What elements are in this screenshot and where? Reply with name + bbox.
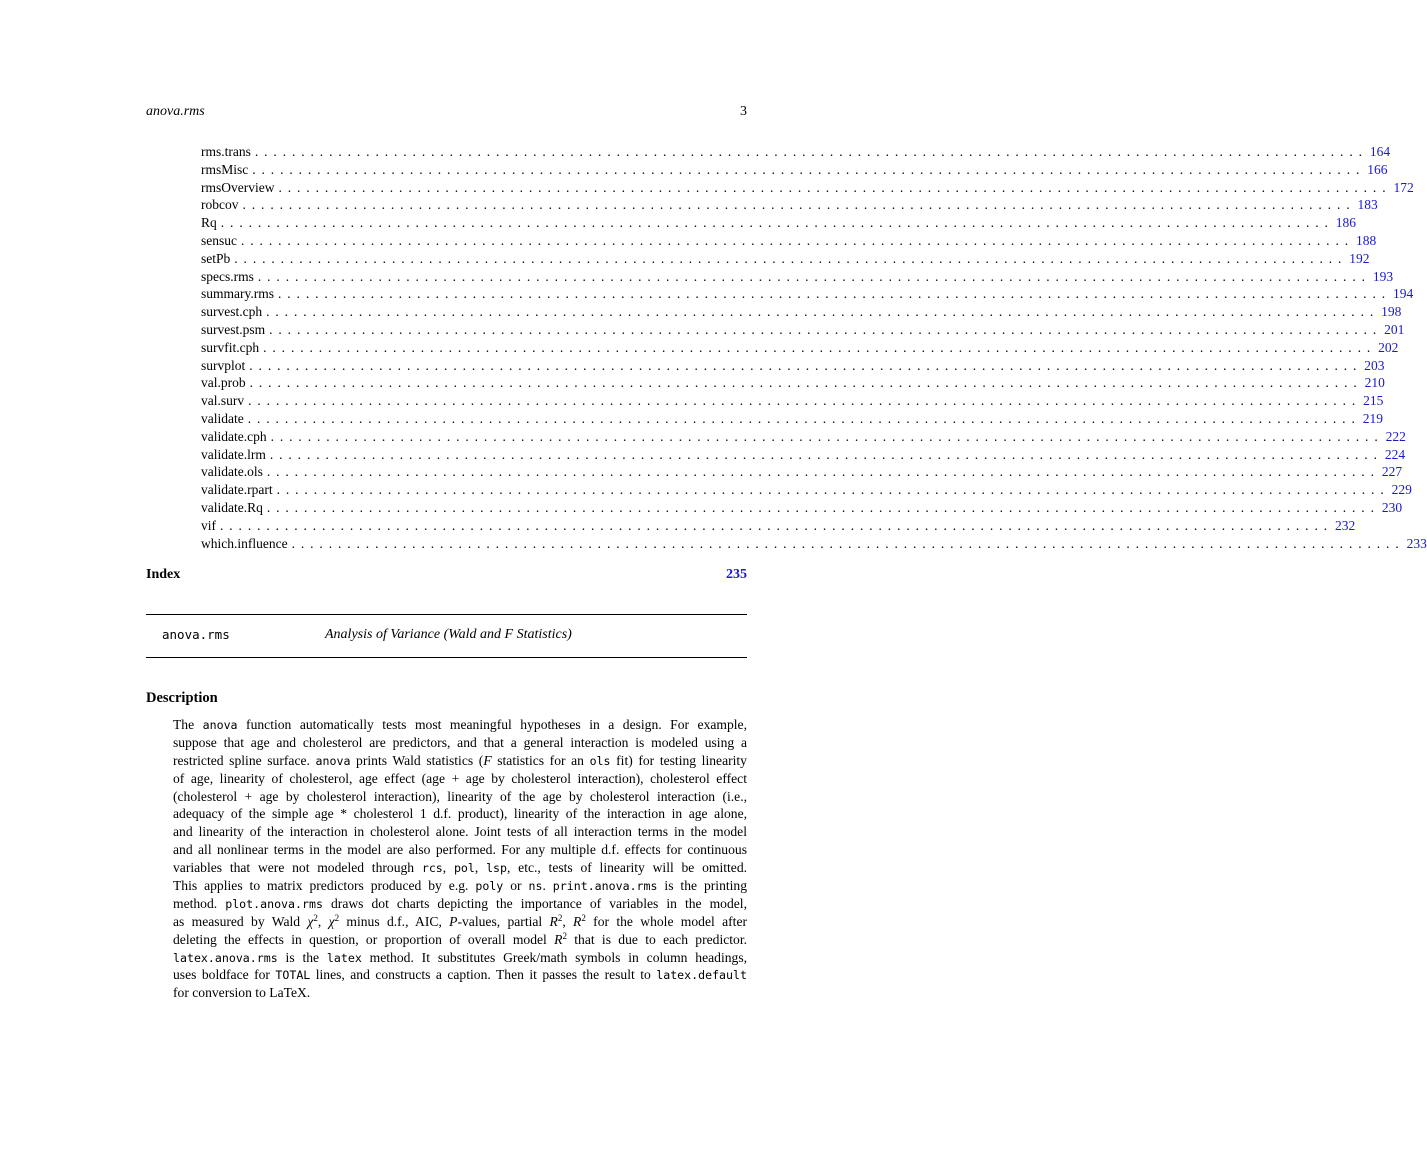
toc-leader-dots: ........................................................................................................................ xyxy=(263,339,1377,355)
toc-page-link[interactable]: 166 xyxy=(1367,161,1388,177)
toc-page-link[interactable]: 201 xyxy=(1384,321,1405,337)
toc-leader-dots: ........................................................................................................................ xyxy=(278,179,1392,195)
toc-entry-name: rmsOverview xyxy=(201,179,275,195)
toc-entry-name: survest.psm xyxy=(201,321,266,337)
toc-leader-dots: ........................................................................................................................ xyxy=(266,499,1380,515)
toc-entry-name: rms.trans xyxy=(201,144,251,159)
toc-leader-dots: ........................................................................................................................ xyxy=(252,161,1366,177)
toc-entry[interactable] xyxy=(201,446,1406,464)
function-title: Analysis of Variance (Wald and F Statistics) xyxy=(325,627,572,642)
toc-entry[interactable] xyxy=(201,410,1383,428)
toc-leader-dots: ........................................................................................................................ xyxy=(266,304,1380,320)
index-page-link[interactable]: 235 xyxy=(726,567,747,582)
toc-entry[interactable] xyxy=(201,357,1385,375)
description-line: adequacy of the simple age * cholesterol 1 d.f. product), linearity of the interaction in age alone, xyxy=(173,806,747,822)
toc-entry-name: which.influence xyxy=(201,535,288,551)
toc-page-link[interactable]: 230 xyxy=(1381,499,1403,515)
toc-leader-dots: ........................................................................................................................ xyxy=(249,357,1363,373)
toc-entry-name: validate.cph xyxy=(201,428,267,444)
toc-entry[interactable] xyxy=(201,463,1403,481)
page-number: 3 xyxy=(740,104,747,119)
function-header xyxy=(162,625,747,645)
toc-leader-dots: ........................................................................................................................ xyxy=(270,428,1384,444)
toc-entry[interactable] xyxy=(201,268,1394,286)
toc-leader-dots: ........................................................................................................................ xyxy=(276,482,1390,498)
toc-page-link[interactable]: 224 xyxy=(1384,446,1406,462)
toc-leader-dots: ........................................................................................................................ xyxy=(220,517,1333,533)
description-line: This applies to matrix predictors produced by e.g. poly or ns. print.anova.rms is the printing xyxy=(173,878,748,894)
description-line: and all nonlinear terms in the model are also performed. For any multiple d.f. effects for continuous xyxy=(173,842,747,858)
toc-entry[interactable] xyxy=(201,517,1356,535)
toc-leader-dots: ........................................................................................................................ xyxy=(266,464,1380,480)
toc-leader-dots: ........................................................................................................................ xyxy=(257,268,1371,284)
toc-entry-name: rmsMisc xyxy=(201,161,249,177)
description-line: and linearity of the interaction in cholesterol alone. Joint tests of all interaction terms in the model xyxy=(173,824,747,840)
toc-entry-name: validate xyxy=(201,410,244,426)
toc-page-link[interactable]: 210 xyxy=(1364,375,1385,391)
toc-entry[interactable] xyxy=(201,321,1405,339)
toc-page-link[interactable]: 193 xyxy=(1372,268,1394,284)
toc-page-link[interactable]: 202 xyxy=(1378,339,1399,355)
toc-entry[interactable] xyxy=(201,392,1384,410)
toc-entry-name: val.surv xyxy=(201,393,245,409)
description-line: variables that were not modeled through rcs, pol, lsp, etc., tests of linearity will be omitted. xyxy=(173,860,748,876)
description-line: of age, linearity of cholesterol, age effect (age + age by cholesterol interaction), cholesterol effect xyxy=(173,770,747,786)
running-head xyxy=(146,103,747,121)
toc-page-link[interactable]: 192 xyxy=(1349,250,1370,266)
toc-entry[interactable] xyxy=(201,303,1402,321)
description-line: (cholesterol + age by cholesterol interaction), linearity of the age by cholesterol interaction (i.e., xyxy=(173,788,747,804)
toc-page-link[interactable]: 215 xyxy=(1363,393,1384,409)
toc-entry[interactable] xyxy=(201,214,1357,232)
toc-leader-dots: ........................................................................................................................ xyxy=(269,446,1383,462)
toc-entry-name: validate.lrm xyxy=(201,446,266,462)
toc-leader-dots: ........................................................................................................................ xyxy=(249,375,1363,391)
toc-leader-dots: ........................................................................................................................ xyxy=(241,232,1354,248)
index-entry[interactable] xyxy=(146,566,747,584)
toc-leader-dots: ........................................................................................................................ xyxy=(269,321,1383,337)
toc-entry[interactable] xyxy=(201,428,1406,446)
toc-entry[interactable] xyxy=(201,250,1370,268)
description-line: for conversion to LaTeX. xyxy=(173,985,311,1001)
toc-entry-name: survfit.cph xyxy=(201,339,260,355)
description-paragraph xyxy=(173,716,747,1002)
toc-entry[interactable] xyxy=(201,232,1377,250)
toc-entry-name: survplot xyxy=(201,357,246,373)
description-line: restricted spline surface. anova prints Wald statistics (F statistics for an ols fit) for testing linearity xyxy=(173,752,747,768)
toc-entry[interactable] xyxy=(201,196,1378,214)
toc-page-link[interactable]: 198 xyxy=(1381,304,1402,320)
toc-page-link[interactable]: 227 xyxy=(1381,464,1403,480)
toc-leader-dots: ........................................................................................................................ xyxy=(220,215,1334,231)
toc-entry[interactable] xyxy=(201,374,1385,392)
description-line: latex.anova.rms is the latex method. It substitutes Greek/math symbols in column headings, xyxy=(173,949,748,965)
toc-entry-name: survest.cph xyxy=(201,304,263,320)
toc-page-link[interactable]: 229 xyxy=(1391,482,1412,498)
description-line: deleting the effects in question, or proportion of overall model $R^2$ that is due to each predictor. xyxy=(173,930,747,947)
toc-entry-name: robcov xyxy=(201,197,239,213)
toc-page-link[interactable]: 222 xyxy=(1385,428,1406,444)
toc-entry[interactable] xyxy=(201,481,1412,499)
toc-page-link[interactable]: 232 xyxy=(1335,517,1356,533)
toc-entry-name: validate.ols xyxy=(201,464,263,480)
toc-leader-dots: ........................................................................................................................ xyxy=(247,410,1361,426)
toc-page-link[interactable]: 183 xyxy=(1357,197,1378,213)
toc-page-link[interactable]: 203 xyxy=(1364,357,1385,373)
description-line: as measured by Wald $\chi^2$, $\chi^2$ minus d.f., AIC, P-values, partial $R^2$, $R^2$ for the whole model after xyxy=(173,912,747,929)
toc-page-link[interactable]: 188 xyxy=(1356,232,1377,248)
toc-page-link[interactable]: 219 xyxy=(1362,410,1383,426)
index-label: Index xyxy=(146,567,181,582)
toc-entry[interactable] xyxy=(201,339,1399,357)
header-rule-bottom xyxy=(146,657,747,658)
toc-leader-dots: ........................................................................................................................ xyxy=(291,535,1405,551)
toc-page-link[interactable]: 233 xyxy=(1406,535,1427,551)
toc-leader-dots: ........................................................................................................................ xyxy=(248,393,1362,409)
toc-leader-dots: ........................................................................................................................ xyxy=(234,250,1348,266)
toc-leader-dots: ........................................................................................................................ xyxy=(242,197,1356,213)
toc-entry[interactable] xyxy=(201,143,1391,161)
toc-page-link[interactable]: 186 xyxy=(1335,215,1357,231)
toc-entry[interactable] xyxy=(201,179,1414,197)
section-heading-description: Description xyxy=(146,690,218,706)
toc-entry-name: summary.rms xyxy=(201,286,274,302)
toc-page-link[interactable]: 194 xyxy=(1393,286,1414,302)
toc-entry-name: val.prob xyxy=(201,375,246,391)
description-line: uses boldface for TOTAL lines, and constructs a caption. Then it passes the result to latex.default xyxy=(173,967,747,983)
toc-entry-name: Rq xyxy=(201,215,217,231)
toc-entry[interactable] xyxy=(201,499,1403,517)
toc-leader-dots: ........................................................................................................................ xyxy=(254,144,1368,159)
toc-page-link[interactable]: 172 xyxy=(1393,179,1414,195)
toc-page-link[interactable]: 164 xyxy=(1369,144,1391,159)
toc-entry-name: validate.Rq xyxy=(201,499,263,515)
running-head-title: anova.rms xyxy=(146,104,205,119)
toc-entry-name: validate.rpart xyxy=(201,482,273,498)
description-line: suppose that age and cholesterol are predictors, and that a general interaction is modeled using a xyxy=(173,734,747,750)
toc-entry[interactable] xyxy=(201,285,1414,303)
description-line: The anova function automatically tests most meaningful hypotheses in a design. For example, xyxy=(173,717,747,732)
toc-entry[interactable] xyxy=(201,161,1388,179)
description-line: method. plot.anova.rms draws dot charts depicting the importance of variables in the model, xyxy=(173,895,747,911)
toc-entry-name: sensuc xyxy=(201,232,237,248)
toc-entry[interactable] xyxy=(201,535,1427,553)
toc-entry-name: vif xyxy=(201,517,216,533)
toc-leader-dots: ........................................................................................................................ xyxy=(278,286,1391,302)
header-rule-top xyxy=(146,614,747,615)
function-name: anova.rms xyxy=(162,627,230,642)
table-of-contents xyxy=(201,143,1427,552)
toc-entry-name: setPb xyxy=(201,250,231,266)
toc-entry-name: specs.rms xyxy=(201,268,254,284)
